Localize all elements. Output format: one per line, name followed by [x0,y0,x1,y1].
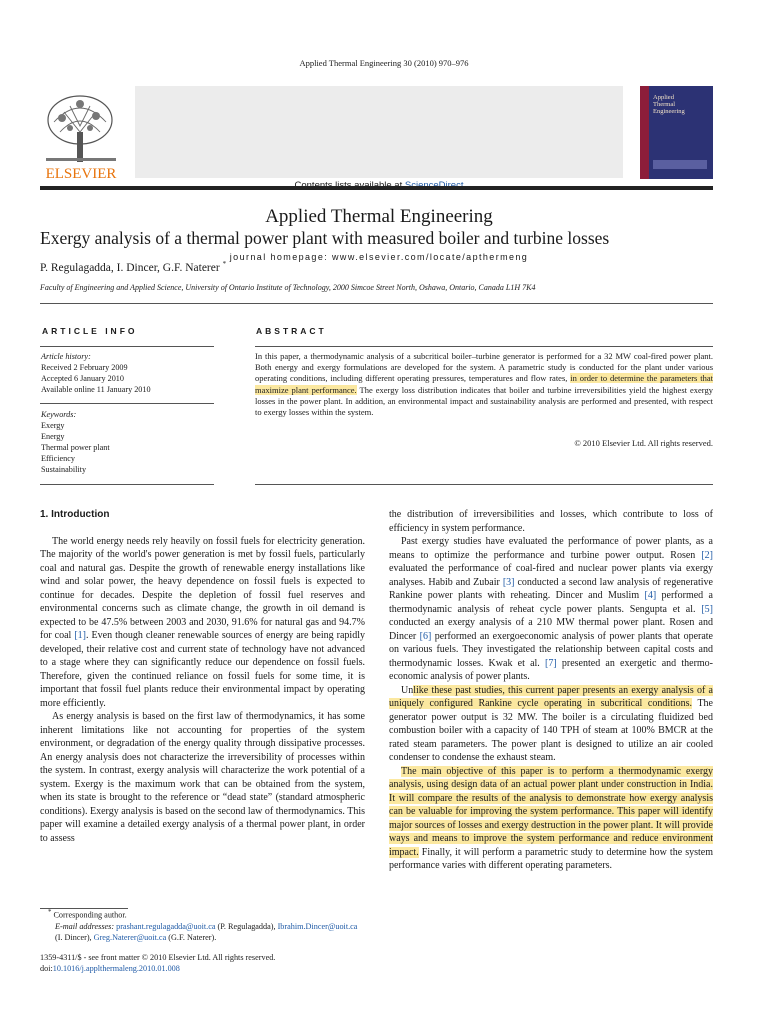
email-link[interactable]: Ibrahim.Dincer@uoit.ca [277,921,358,931]
abstract-text: In this paper, a thermodynamic analysis of a subcritical boiler–turbine generator is performed for a 32 MW coal-fired power plant. Both energy and exergy formulations are developed for the system. A parametric study is conducted for the plant under various operating conditions, including different operating pressures, temperatures and flow rates, in order to determine the parameters that maximize plant performance. The exergy loss distribution indicates that boiler and turbine irreversibilities yield the highest exergy losses in the power plant. In addition, an environmental impact and sustainability analysis are performed and presented, with respect to exergy losses within the system. [255,351,713,418]
keywords [41,409,211,475]
doi-link[interactable]: 10.1016/j.applthermaleng.2010.01.008 [52,964,180,973]
keyword: Efficiency [41,454,75,463]
journal-homepage[interactable]: journal homepage: www.elsevier.com/locate/apthermeng [229,252,529,262]
journal-reference: Applied Thermal Engineering 30 (2010) 970–976 [299,58,469,68]
history-item: Received 2 February 2009 [41,363,128,372]
paragraph: The main objective of this paper is to perform a thermodynamic exergy analysis, using design data of an actual power plant under construction in India. It will compare the results of the analysis to demonstrate how exergy analysis can be valuable for improving the system performance. This paper will identify major sources of losses and exergy destruction in the power plant. It will provide ways and means to improve the system performance and reduce environment impact. Finally, it will perform a parametric study to determine how the system performance varies with different operating parameters. [389,765,713,871]
cover-stripe [640,86,649,179]
front-matter [40,952,380,974]
author-names: P. Regulagadda, I. Dincer, G.F. Naterer [40,261,220,274]
svg-text:ELSEVIER: ELSEVIER [45,166,117,180]
journal-cover-image [640,86,713,179]
header-rule [40,186,713,190]
cover-title-line: Thermal [653,101,676,108]
email-link[interactable]: Greg.Naterer@uoit.ca [93,932,167,942]
citation-link[interactable]: [3] [502,576,515,588]
citation-link[interactable]: [7] [545,657,557,669]
highlighted-text: The main objective of this paper is to perform a thermodynamic exergy analysis, using design data of an actual power plant under construction in India. It will compare the results of the analysis to demonstrate how exergy analysis can be valuable for improving the system performance. This paper will identify major sources of losses and exergy destruction in the power plant. It will provide ways and means to improve the system performance and reduce environment impact. [389,765,713,858]
keyword: Energy [41,432,65,441]
citation-link[interactable]: [1] [74,630,87,641]
info-rule [40,346,214,347]
history-item: Accepted 6 January 2010 [41,374,124,383]
citation-link[interactable]: [2] [701,549,713,561]
cover-title-line: Applied [653,94,674,101]
paragraph: Unlike these past studies, this current paper presents an exergy analysis of a uniquely configured Rankine cycle operating in subcritical conditions. The generator power output is 32 MW. The boiler is a circulating fluidized bed combustion boiler with a capacity of 140 TPH of steam at 100% BMCR at the rated steam parameters. The power plant is designed to utilize an air cooled condenser to condense the exhaust steam. [389,684,713,763]
keywords-label: Keywords: [41,410,77,419]
issn-line: 1359-4311/$ - see front matter © 2010 Elsevier Ltd. All rights reserved. [40,953,276,962]
copyright: © 2010 Elsevier Ltd. All rights reserved. [574,438,713,448]
paragraph: Past exergy studies have evaluated the performance of power plants, as a means to optimize the performance and turbine power output. Rosen [2] evaluated the performance of coal-fired and nuclear power plants via exergy analyses. Habib and Zubair [3] conducted a second law analysis of regenerative Rankine power plants with reheating. Dincer and Muslim [4] performed a thermodynamic analysis of reheat cycle power plants. Sengupta et al. [5] conducted an exergy analysis of a 210 MW thermal power plant. Rosen and Dincer [6] performed an exergoeconomic analysis of power plants that operate on various fuels. They investigated the relationship between capital costs and thermodynamic losses. Kwak et al. [7] presented an exergetic and thermo-economic analysis of power plants. [389,536,714,682]
title-rule [40,303,713,304]
elsevier-logo [40,92,122,180]
keyword: Sustainability [41,465,87,474]
article-info-heading: ARTICLE INFO [42,326,138,336]
doi-label: doi: [40,964,53,973]
authors [40,260,226,274]
paragraph: The world energy needs rely heavily on fossil fuels for electricity generation. The majority of the world's power generation is met by fossil fuels, particularly coal and natural gas. Despite the growth of renewable energy installations like wind and solar power, the heavy dependence on fossil fuels is expected to continue for decades. Despite the depletion of fossil fuel reserves and environmental concerns such as climate change, the growth in oil demand is expected to be 47.5% between 2003 and 2030, 91.6% for natural gas and 94.7% for coal [1]. Even though cleaner renewable sources of energy are being rapidly developed, their relative cost and current state of technology have not advanced to a stage where they can significantly reduce our dependence on fossil fuels. Therefore, given the continued reliance on fossil fuels for some time, it is important that fossil fuel plants reduce their environmental impact by operating more efficiently. [40,535,365,709]
keyword: Thermal power plant [41,443,110,452]
abstract-rule [255,484,713,485]
citation-link[interactable]: [5] [701,603,713,615]
highlighted-text: in order to determine the parameters that maximize plant performance. [255,373,713,395]
paragraph: As energy analysis is based on the first law of thermodynamics, it has some inherent limitations like not accounting for properties of the system environment, or degradation of the energy quality through dissipative processes. An energy analysis does not characterize the irreversibility of processes within the system. In contrast, exergy analysis will characterize the work potential of a system. Exergy is the maximum work that can be obtained from the system, when its state is brought to the reference or “dead state” (standard atmospheric conditions). Exergy analysis is based on the second law of thermodynamics. This paper will examine a detailed exergy analysis of a thermal power plant, in order to assess [40,711,365,844]
info-rule [40,484,214,485]
paragraph: the distribution of irreversibilities and losses, which contribute to loss of efficiency in system performance. [389,509,713,534]
history-label: Article history: [41,352,91,361]
journal-title: Applied Thermal Engineering [265,206,493,227]
history-item: Available online 11 January 2010 [41,385,151,394]
abstract-heading: ABSTRACT [256,326,327,336]
footnote: * Corresponding author. E-mail addresses: prashant.regulagadda@uoit.ca (P. Regulagadda), Ibrahim.Dincer@uoit.ca (I. Dincer), Greg.Naterer@uoit.ca (G.F. Naterer). [48,909,358,942]
corresponding-mark: * [222,260,227,268]
footnote-mark: * [48,909,52,916]
abstract-rule [255,346,713,347]
article-history [41,351,211,395]
email-link[interactable]: prashant.regulagadda@uoit.ca [116,921,216,931]
left-column [40,508,365,845]
section-heading: 1. Introduction [40,509,110,520]
affiliation: Faculty of Engineering and Applied Science, University of Ontario Institute of Technology, 2000 Simcoe Street North, Oshawa, Ontario, Canada L1H 7K4 [40,283,536,292]
highlighted-text: like these past studies, this current paper presents an exergy analysis of a uniquely configured Rankine cycle operating in subcritical conditions. [389,684,713,709]
info-rule [40,403,214,404]
right-column [389,508,713,873]
article-title: Exergy analysis of a thermal power plant with measured boiler and turbine losses [40,228,610,248]
citation-link[interactable]: [6] [419,630,432,642]
corresponding-author: Corresponding author. [53,910,127,920]
keyword: Exergy [41,421,65,430]
citation-link[interactable]: [4] [644,590,657,601]
cover-sub-band [653,160,707,169]
cover-title-line: Engineering [653,108,685,115]
email-label: E-mail addresses: [55,921,115,931]
